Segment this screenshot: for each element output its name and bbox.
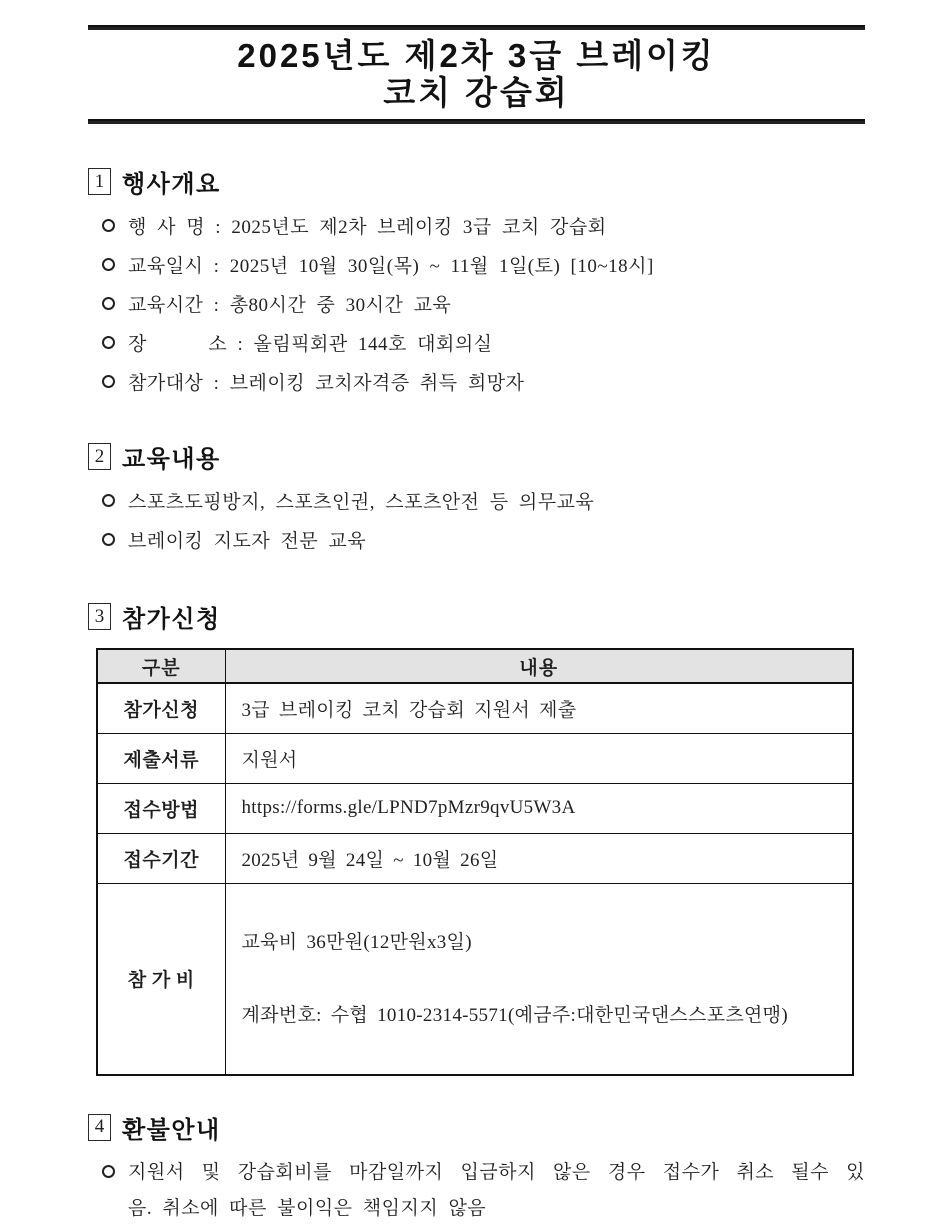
section-number-icon: 2 [88,443,111,470]
table-header-row [97,649,853,683]
list-item [102,290,865,317]
event-dates: 교육일시 : 2025년 10월 30일(목) ~ 11월 1일(토) [10~18시] [128,256,654,277]
table-header-category: 구분 [97,649,225,683]
section-title: 행사개요 [122,171,221,198]
circle-bullet-icon [102,258,115,271]
section-refund [88,1110,865,1227]
row-label: 제출서류 [97,733,225,783]
section-number-icon: 3 [88,603,111,630]
event-location: 장 소 : 올림픽회관 144호 대회의실 [128,334,493,355]
fee-account: 계좌번호: 수협 1010-2314-5571(예금주:대한민국댄스스포츠연맹) [241,1004,788,1026]
section-title: 교육내용 [122,446,221,473]
title-line-1: 2025년도 제2차 3급 브레이킹 [237,37,716,74]
section-application-heading [88,599,865,634]
row-value [225,883,853,1075]
refund-line-1: 지원서 및 강습회비를 마감일까지 입금하지 않은 경우 접수가 취소 될수 있 [128,1161,865,1183]
list-item [102,212,865,239]
document-title [88,30,865,119]
table-row-documents [97,733,853,783]
education-mandatory: 스포츠도핑방지, 스포츠인권, 스포츠안전 등 의무교육 [128,492,595,513]
section-education-heading [88,439,865,474]
list-item [102,368,865,395]
circle-bullet-icon [102,1165,115,1178]
row-label: 참가신청 [97,683,225,733]
section-education [88,439,865,553]
table-row-method [97,783,853,833]
event-hours: 교육시간 : 총80시간 중 30시간 교육 [128,295,452,316]
section-title: 참가신청 [122,606,221,633]
circle-bullet-icon [102,494,115,507]
row-label: 참 가 비 [97,883,225,1075]
section-refund-heading [88,1110,865,1145]
event-name: 행 사 명 : 2025년도 제2차 브레이킹 3급 코치 강습회 [128,217,607,238]
circle-bullet-icon [102,533,115,546]
refund-line-2: 음. 취소에 따른 불이익은 책임지지 않음 [128,1197,487,1219]
row-value: 3급 브레이킹 코치 강습회 지원서 제출 [225,683,853,733]
education-list [88,487,865,553]
event-audience: 참가대상 : 브레이킹 코치자격증 취득 희망자 [128,373,525,394]
document-header [88,25,865,124]
section-number-icon: 1 [88,168,111,195]
circle-bullet-icon [102,297,115,310]
table-row-application [97,683,853,733]
table-row-fee [97,883,853,1075]
section-application [88,599,865,1076]
section-overview [88,164,865,395]
circle-bullet-icon [102,336,115,349]
title-bottom-rule [88,119,865,124]
list-item [102,487,865,514]
list-item [102,526,865,553]
table-header-content: 내용 [225,649,853,683]
application-table [96,648,854,1076]
list-item [102,251,865,278]
row-label: 접수방법 [97,783,225,833]
application-form-url: https://forms.gle/LPND7pMzr9qvU5W3A [225,783,853,833]
list-item [102,329,865,356]
overview-list [88,212,865,395]
section-title: 환불안내 [122,1116,221,1144]
circle-bullet-icon [102,375,115,388]
section-number-icon: 4 [88,1114,111,1141]
table-row-period [97,833,853,883]
row-value: 지원서 [225,733,853,783]
row-label: 접수기간 [97,833,225,883]
title-line-2: 코치 강습회 [383,74,570,111]
circle-bullet-icon [102,219,115,232]
row-value: 2025년 9월 24일 ~ 10월 26일 [225,833,853,883]
education-specialist: 브레이킹 지도자 전문 교육 [128,531,367,552]
refund-notice [102,1155,865,1227]
fee-amount: 교육비 36만원(12만원x3일) [241,931,472,953]
refund-text [128,1155,865,1227]
section-overview-heading [88,164,865,199]
